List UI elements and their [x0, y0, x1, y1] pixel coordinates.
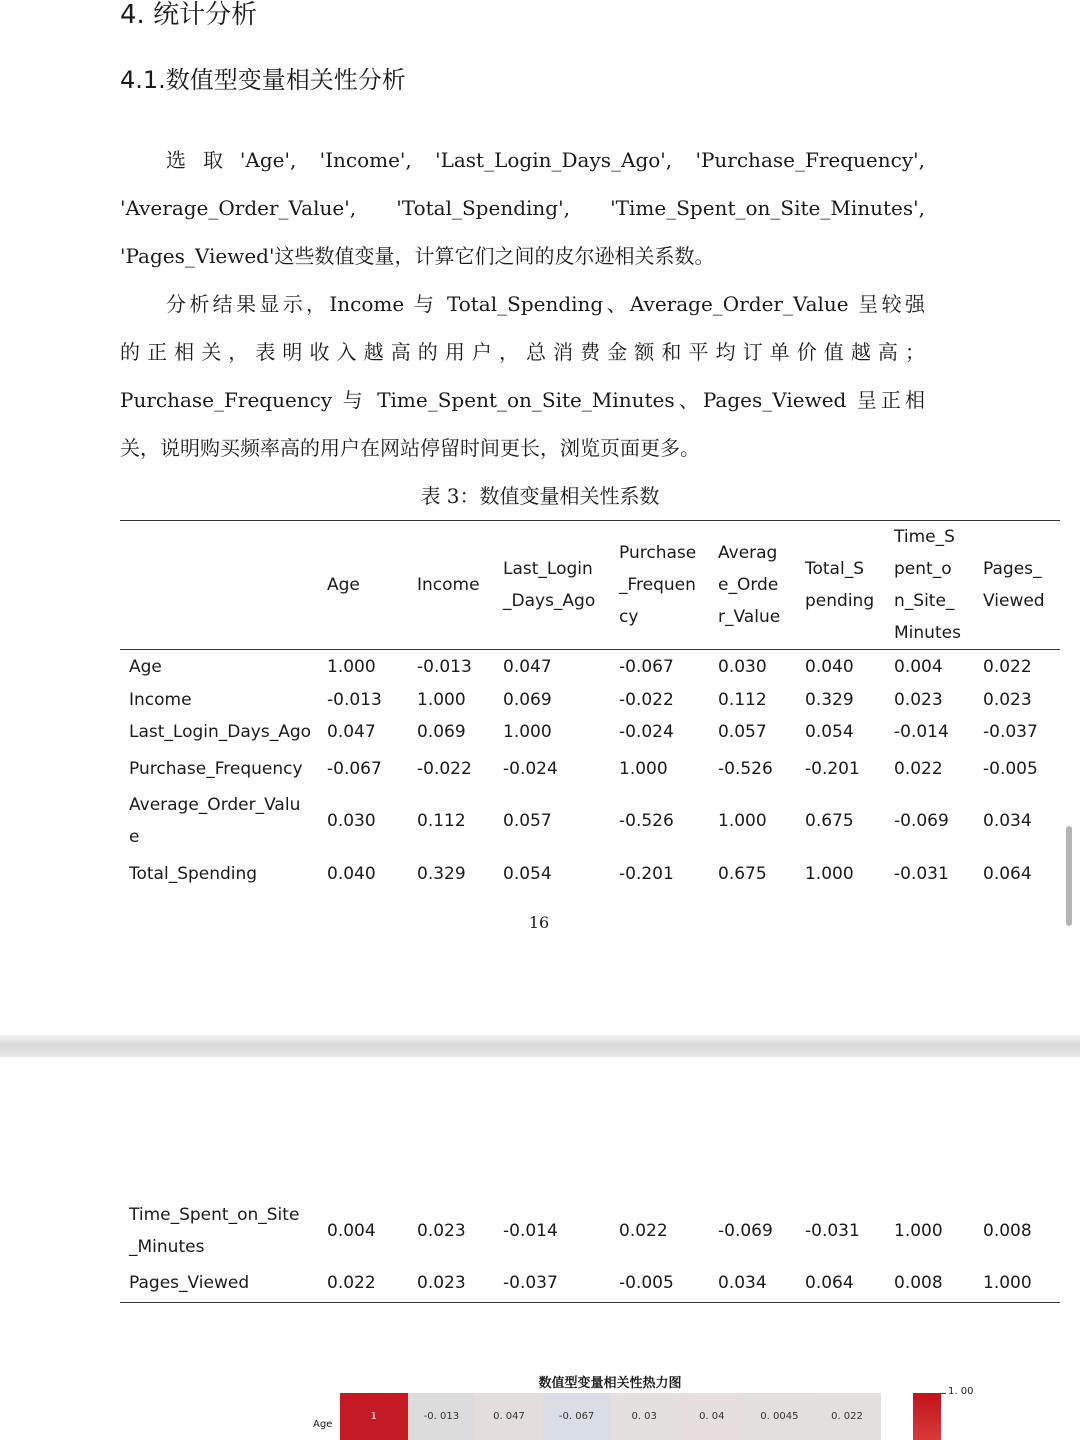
table-cell: -0.067: [619, 657, 674, 677]
subsection-title: 4.1.数值型变量相关性分析: [120, 66, 406, 94]
table-cell: 0.057: [718, 722, 767, 742]
table-cell: 0.030: [327, 811, 376, 831]
table-cell: 0.023: [894, 690, 943, 710]
page-separator: [0, 1035, 1080, 1057]
table-row: [120, 789, 1060, 853]
paragraph-2-line: 分析结果显示，Income 与 Total_Spending、Average_Order_Value 呈较强: [166, 292, 925, 316]
table-cell: 0.054: [503, 864, 552, 884]
table-cell: 0.329: [417, 864, 466, 884]
table-cell: -0.067: [327, 758, 382, 779]
heatmap-cell: -0. 013: [408, 1393, 476, 1440]
table-cell: -0.024: [503, 758, 558, 779]
heatmap-cell: 0. 022: [813, 1393, 881, 1440]
table-cell: -0.014: [894, 722, 949, 742]
table-cell: 0.023: [417, 1221, 466, 1241]
paragraph-2-line: 的正相关，表明收入越高的用户，总消费金额和平均订单价值越高；: [120, 340, 925, 364]
paragraph-2-line: Purchase_Frequency 与 Time_Spent_on_Site_Minutes、Pages_Viewed 呈正相: [120, 388, 925, 412]
table-cell: 0.675: [805, 811, 854, 831]
table-row: [120, 1198, 1060, 1264]
table-header-cell: [120, 521, 318, 650]
table-cell: -0.022: [619, 690, 674, 710]
table-header-cell: Purchase _Frequen cy: [619, 543, 697, 627]
table-cell: -0.031: [894, 864, 949, 884]
table-cell: 0.022: [894, 758, 943, 779]
table-cell: 0.030: [718, 657, 767, 677]
table-cell: 0.023: [417, 1273, 466, 1293]
colorbar-tick: [941, 1393, 946, 1394]
table-row: [120, 650, 1060, 685]
table-cell: 0.047: [327, 722, 376, 742]
table-row-label: Last_Login_Days_Ago: [129, 722, 312, 742]
table-cell: 0.008: [983, 1221, 1032, 1241]
table-header-cell: Averag e_Orde r_Value: [718, 543, 781, 627]
table-cell: 0.008: [894, 1273, 943, 1293]
table-header-cell: Pages_ Viewed: [983, 559, 1045, 611]
heatmap-cell: 0. 0045: [746, 1393, 814, 1440]
table-cell: -0.005: [619, 1273, 674, 1293]
table-cell: 0.004: [894, 657, 943, 677]
table-cell: 0.064: [805, 1273, 854, 1293]
table-cell: -0.069: [894, 811, 949, 831]
table-row: [120, 853, 1060, 895]
section-title: 4. 统计分析: [120, 0, 258, 30]
table-cell: -0.022: [417, 758, 472, 779]
table-cell: -0.013: [327, 690, 382, 710]
paragraph-1-line: 'Average_Order_Value', 'Total_Spending', 'Time_Spent_on_Site_Minutes',: [120, 196, 925, 220]
table-cell: -0.037: [983, 722, 1038, 742]
paragraph-1: [120, 136, 925, 280]
table-header-cell: Last_Login _Days_Ago: [503, 559, 596, 611]
paragraph-2: [120, 280, 925, 472]
table-header-cell: Age: [327, 575, 360, 595]
table-cell: -0.526: [718, 758, 773, 779]
table-cell: 1.000: [718, 811, 767, 831]
table-row-label: Total_Spending: [129, 864, 258, 884]
table-header-cell: Total_S pending: [805, 559, 875, 611]
table-row-label: Purchase_Frequency: [129, 758, 303, 779]
table-cell: -0.526: [619, 811, 674, 831]
table-row-label: Time_Spent_on_Site _Minutes: [129, 1205, 300, 1257]
table-row: [120, 716, 1060, 748]
table-cell: 0.112: [718, 690, 767, 710]
table-cell: 0.047: [503, 657, 552, 677]
table-cell: -0.005: [983, 758, 1038, 779]
heatmap-row-label: Age: [313, 1419, 333, 1430]
table-cell: 0.004: [327, 1221, 376, 1241]
table-cell: 1.000: [327, 657, 376, 677]
heatmap-cell: 1: [340, 1393, 408, 1440]
table-cell: 0.034: [983, 811, 1032, 831]
table-cell: 0.069: [417, 722, 466, 742]
heatmap-title: 数值型变量相关性热力图: [538, 1376, 682, 1391]
table-cell: 1.000: [417, 690, 466, 710]
table-cell: 0.069: [503, 690, 552, 710]
table-cell: 0.022: [327, 1273, 376, 1293]
table-cell: 0.023: [983, 690, 1032, 710]
table-cell: 1.000: [805, 864, 854, 884]
table-cell: -0.014: [503, 1221, 558, 1241]
heatmap-cell: -0. 067: [543, 1393, 611, 1440]
table-cell: 1.000: [983, 1273, 1032, 1293]
table-row-label: Age: [129, 657, 162, 677]
table-row-label: Income: [129, 690, 192, 710]
vertical-scrollbar[interactable]: [1066, 826, 1072, 926]
heatmap-cell: 0. 047: [475, 1393, 543, 1440]
correlation-table-continued: [120, 1198, 1060, 1303]
table-cell: 0.675: [718, 864, 767, 884]
table-row: [120, 1264, 1060, 1303]
table-row-label: Average_Order_Valu e: [129, 795, 301, 847]
colorbar-max-label: 1. 00: [948, 1386, 974, 1397]
table-cell: 0.040: [327, 864, 376, 884]
table-cell: 0.034: [718, 1273, 767, 1293]
table-cell: 1.000: [894, 1221, 943, 1241]
table-cell: -0.069: [718, 1221, 773, 1241]
table-cell: 0.064: [983, 864, 1032, 884]
table-header-cell: Time_S pent_o n_Site_ Minutes: [894, 527, 961, 643]
table-row: [120, 748, 1060, 789]
table-cell: 0.112: [417, 811, 466, 831]
paragraph-2-line: 关，说明购买频率高的用户在网站停留时间更长，浏览页面更多。: [120, 436, 700, 460]
heatmap-colorbar: [913, 1393, 941, 1440]
heatmap-cell: 0. 04: [678, 1393, 746, 1440]
table-header-cell: Income: [417, 575, 480, 595]
table-cell: 0.329: [805, 690, 854, 710]
table-cell: 1.000: [503, 722, 552, 742]
table-cell: -0.013: [417, 657, 472, 677]
page-number: 16: [528, 913, 550, 932]
table-cell: -0.037: [503, 1273, 558, 1293]
table-cell: 1.000: [619, 758, 668, 779]
table-cell: 0.022: [983, 657, 1032, 677]
table-cell: -0.024: [619, 722, 674, 742]
paragraph-1-line: 'Pages_Viewed'这些数值变量，计算它们之间的皮尔逊相关系数。: [120, 244, 715, 268]
table-cell: 0.040: [805, 657, 854, 677]
table-cell: 0.054: [805, 722, 854, 742]
table-header-row: [120, 521, 1060, 650]
table-cell: -0.201: [805, 758, 860, 779]
heatmap-cell: 0. 03: [610, 1393, 678, 1440]
table-cell: -0.201: [619, 864, 674, 884]
table-cell: 0.057: [503, 811, 552, 831]
table-row-label: Pages_Viewed: [129, 1273, 250, 1293]
table-caption: 表 3：数值变量相关性系数: [420, 484, 660, 508]
paragraph-1-line: 选取'Age', 'Income', 'Last_Login_Days_Ago', 'Purchase_Frequency',: [166, 148, 925, 172]
table-cell: -0.031: [805, 1221, 860, 1241]
table-cell: 0.022: [619, 1221, 668, 1241]
table-row: [120, 684, 1060, 716]
correlation-table: [120, 520, 1060, 895]
